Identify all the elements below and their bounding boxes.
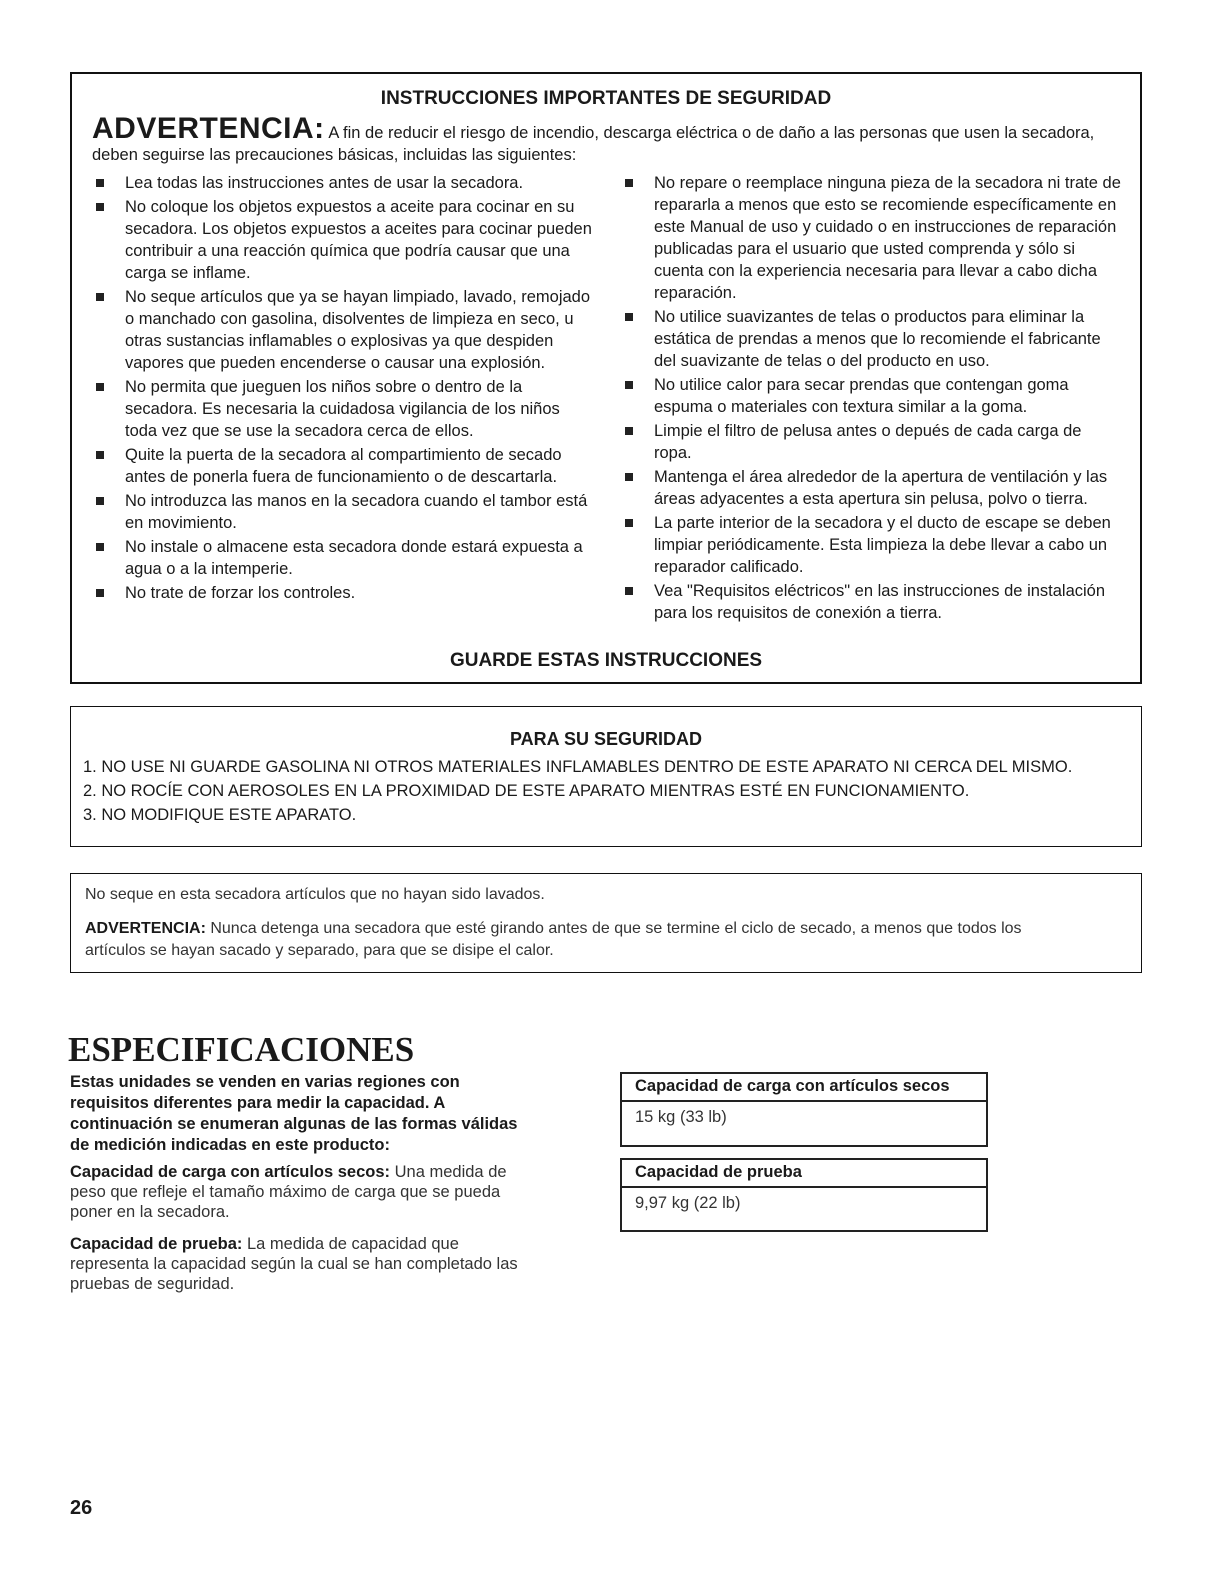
safety-list-item	[619, 512, 1122, 578]
definition-text: Una medida de peso que refleje el tamaño máximo de carga que se pueda poner en la secadora.	[70, 1163, 507, 1221]
definition-test-capacity	[70, 1234, 535, 1294]
safety-column-left	[90, 172, 605, 626]
table-header: Capacidad de prueba	[622, 1160, 986, 1188]
table-value: 15 kg (33 lb)	[635, 1108, 727, 1126]
specifications-intro: Estas unidades se venden en varias regiones con requisitos diferentes para medir la capacidad. A continuación se enumeran algunas de las formas válidas de medición indicadas en este producto:	[70, 1073, 518, 1154]
save-instructions-footer: GUARDE ESTAS INSTRUCCIONES	[449, 650, 763, 671]
square-bullet-icon	[96, 589, 104, 597]
note-line: No seque en esta secadora artículos que no hayan sido lavados.	[85, 886, 545, 903]
square-bullet-icon	[625, 519, 633, 527]
square-bullet-icon	[96, 451, 104, 459]
safety-title: INSTRUCCIONES IMPORTANTES DE SEGURIDAD	[380, 88, 832, 109]
square-bullet-icon	[96, 383, 104, 391]
para-su-seguridad-box	[70, 706, 1142, 847]
page-number: 26	[70, 1497, 93, 1519]
safety-item-text: No utilice suavizantes de telas o productos para eliminar la estática de prendas a menos que lo recomiende el fabricante del suavizante de telas o del producto en uso.	[654, 308, 1101, 370]
definition-text: La medida de capacidad que representa la capacidad según la cual se han completado las pruebas de seguridad.	[70, 1235, 518, 1293]
safety-instructions-box	[70, 72, 1142, 684]
para-su-seguridad-list	[83, 755, 1131, 827]
safety-item-text: Mantenga el área alrededor de la apertura de ventilación y las áreas adyacentes a esta apertura sin pelusa, polvo o tierra.	[654, 468, 1108, 508]
safety-item-text: Quite la puerta de la secadora al compartimiento de secado antes de ponerla fuera de funcionamiento o de descartarla.	[125, 446, 562, 486]
square-bullet-icon	[96, 293, 104, 301]
warning-word: ADVERTENCIA:	[92, 112, 325, 145]
definition-label: Capacidad de prueba:	[70, 1235, 243, 1253]
test-capacity-table	[620, 1158, 988, 1232]
safety-column-right	[605, 172, 1122, 626]
safety-item-text: No instale o almacene esta secadora donde estará expuesta a agua o a la intemperie.	[125, 538, 583, 578]
square-bullet-icon	[96, 543, 104, 551]
safety-list-left	[90, 172, 593, 604]
safety-list-item	[90, 444, 593, 488]
safety-item-text: No coloque los objetos expuestos a aceite para cocinar en su secadora. Los objetos expuestos a aceites para cocinar pueden contribuir a una reacción química que podría causar que una carga se inflame.	[125, 198, 592, 282]
square-bullet-icon	[625, 313, 633, 321]
safety-list-item	[90, 536, 593, 580]
safety-item-text: No permita que jueguen los niños sobre o dentro de la secadora. Es necesaria la cuidadosa vigilancia de los niños toda vez que se use la secadora cerca de ellos.	[125, 378, 560, 440]
para-item: 1. NO USE NI GUARDE GASOLINA NI OTROS MATERIALES INFLAMABLES DENTRO DE ESTE APARATO NI CERCA DEL MISMO.	[83, 758, 1073, 776]
safety-item-text: Vea "Requisitos eléctricos" en las instrucciones de instalación para los requisitos de conexión a tierra.	[654, 582, 1106, 622]
safety-item-text: No repare o reemplace ninguna pieza de la secadora ni trate de repararla a menos que esto se recomiende específicamente en este Manual de uso y cuidado o en instrucciones de reparación publicadas para el usuario que usted comprenda y sólo si cuenta con la experiencia necesaria para llevar a cabo dicha reparación.	[654, 174, 1121, 302]
square-bullet-icon	[96, 497, 104, 505]
note-warning-label: ADVERTENCIA:	[85, 920, 206, 937]
safety-list-item	[619, 172, 1122, 304]
safety-list-item	[90, 286, 593, 374]
square-bullet-icon	[625, 587, 633, 595]
para-item: 2. NO ROCÍE CON AEROSOLES EN LA PROXIMIDAD DE ESTE APARATO MIENTRAS ESTÉ EN FUNCIONAMIENTO.	[83, 782, 970, 800]
safety-list-right	[619, 172, 1122, 624]
square-bullet-icon	[625, 381, 633, 389]
definition-label: Capacidad de carga con artículos secos:	[70, 1163, 391, 1181]
note-box	[70, 873, 1142, 973]
para-su-seguridad-title: PARA SU SEGURIDAD	[509, 729, 702, 749]
definition-dry-capacity	[70, 1162, 535, 1222]
safety-item-text: No utilice calor para secar prendas que contengan goma espuma o materiales con textura similar a la goma.	[654, 376, 1069, 416]
safety-item-text: No trate de forzar los controles.	[125, 584, 356, 602]
safety-item-text: Limpie el filtro de pelusa antes o depués de cada carga de ropa.	[654, 422, 1082, 462]
table-header: Capacidad de carga con artículos secos	[622, 1074, 986, 1102]
safety-list-item	[90, 582, 593, 604]
warning-paragraph	[92, 112, 1120, 166]
safety-list-item	[619, 374, 1122, 418]
dry-capacity-table	[620, 1072, 988, 1147]
safety-list-item	[90, 376, 593, 442]
safety-list-item	[619, 466, 1122, 510]
square-bullet-icon	[96, 179, 104, 187]
warning-text: A fin de reducir el riesgo de incendio, descarga eléctrica o de daño a las personas que usen la secadora, deben seguirse las precauciones básicas, incluidas las siguientes:	[92, 124, 1095, 164]
table-value: 9,97 kg (22 lb)	[635, 1194, 741, 1212]
note-warning-text: Nunca detenga una secadora que esté girando antes de que se termine el ciclo de secado, a menos que todos los artículos se hayan sacado y separado, para que se disipe el calor.	[85, 920, 1022, 959]
safety-list-item	[90, 196, 593, 284]
safety-list-item	[90, 172, 593, 194]
safety-item-text: La parte interior de la secadora y el ducto de escape se deben limpiar periódicamente. Esta limpieza la debe llevar a cabo un reparador calificado.	[654, 514, 1111, 576]
safety-list-item	[619, 580, 1122, 624]
note-warning	[85, 918, 1081, 962]
safety-item-text: No seque artículos que ya se hayan limpiado, lavado, remojado o manchado con gasolina, disolventes de limpieza en seco, u otras sustancias inflamables o explosivas ya que despiden vapores que pueden encenderse o causar una explosión.	[125, 288, 591, 372]
square-bullet-icon	[625, 179, 633, 187]
safety-item-text: No introduzca las manos en la secadora cuando el tambor está en movimiento.	[125, 492, 588, 532]
safety-columns	[90, 172, 1122, 626]
square-bullet-icon	[625, 427, 633, 435]
square-bullet-icon	[96, 203, 104, 211]
specifications-title: ESPECIFICACIONES	[68, 1030, 415, 1069]
safety-list-item	[619, 420, 1122, 464]
square-bullet-icon	[625, 473, 633, 481]
safety-item-text: Lea todas las instrucciones antes de usar la secadora.	[125, 174, 524, 192]
safety-list-item	[90, 490, 593, 534]
para-item: 3. NO MODIFIQUE ESTE APARATO.	[83, 806, 357, 824]
safety-list-item	[619, 306, 1122, 372]
